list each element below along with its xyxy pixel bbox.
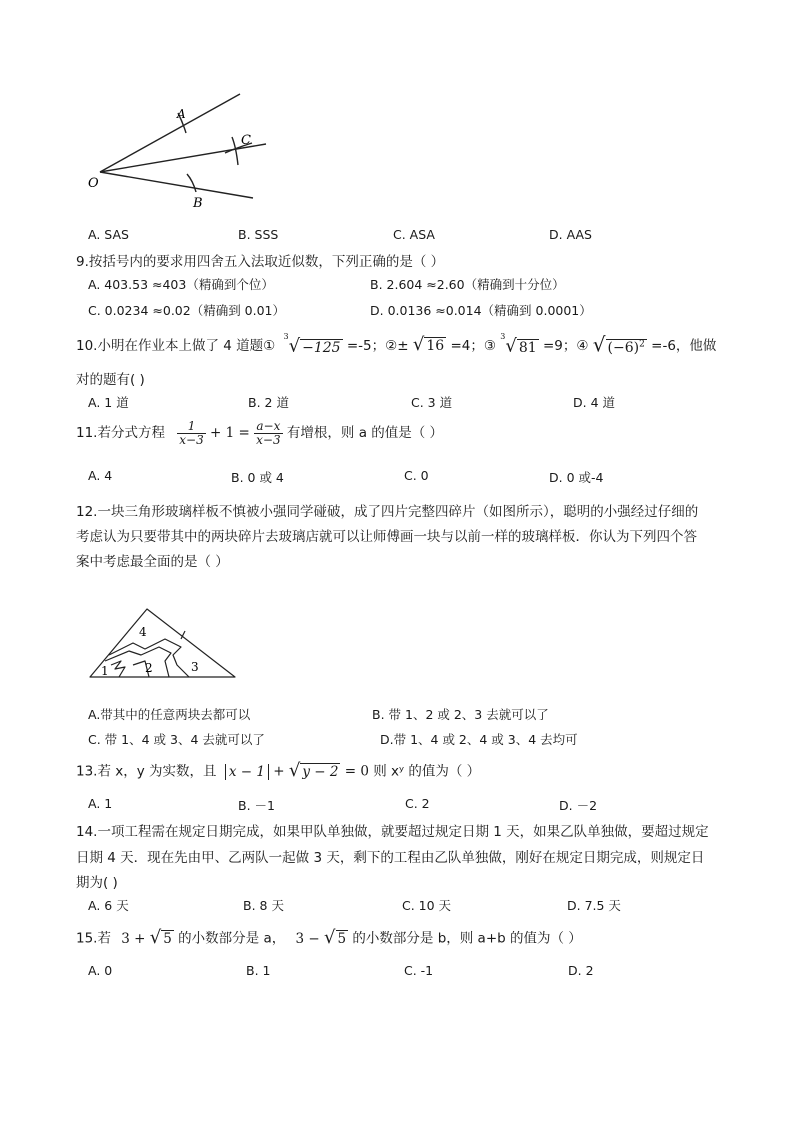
q10-result4: =-6，他做 <box>651 337 717 354</box>
q14-option-d[interactable]: D. 7.5 天 <box>567 898 621 913</box>
q13-option-d[interactable]: D. －2 <box>559 798 598 813</box>
figure-label-o: O <box>88 176 99 191</box>
q12-option-a[interactable]: A.带其中的任意两块去都可以 <box>88 707 251 722</box>
q10-expr1: $^3$√ −125 <box>283 332 341 357</box>
glass-piece-label-3: 3 <box>191 660 199 674</box>
q14-line2: 日期 4 天．现在先由甲、乙两队一起做 3 天，剩下的工程由乙队单独做，刚好在规定日期完成，则规定日 <box>76 850 705 866</box>
q11-option-d[interactable]: D. 0 或-4 <box>549 470 604 485</box>
q13-option-a[interactable]: A. 1 <box>88 796 113 811</box>
q10-expr2: √ 16 <box>412 334 445 356</box>
q13-abs-expr: x − 1 <box>225 764 269 780</box>
q10-line2: 对的题有( ) <box>76 372 145 388</box>
q15-expr2-base: 3 − <box>295 930 320 947</box>
q14-option-c[interactable]: C. 10 天 <box>402 898 452 913</box>
q10-result2: =4；③ <box>450 337 496 354</box>
q15-suffix: 的小数部分是 b，则 a+b 的值为（ ） <box>352 930 582 947</box>
q10-expr4: √ $(-6)^2$ <box>592 332 645 357</box>
figure-label-c: C <box>241 133 251 148</box>
q14-option-a[interactable]: A. 6 天 <box>88 898 129 913</box>
q10-option-b[interactable]: B. 2 道 <box>248 395 289 410</box>
q15-option-a[interactable]: A. 0 <box>88 963 113 978</box>
glass-piece-label-4: 4 <box>139 625 147 639</box>
q12-line1: 12.一块三角形玻璃样板不慎被小强同学碰破，成了四片完整四碎片（如图所示），聪明的小强经过仔细的 <box>76 504 699 520</box>
q10-option-c[interactable]: C. 3 道 <box>411 395 453 410</box>
q13-line <box>76 758 480 785</box>
q9-option-d[interactable]: D. 0.0136 ≈0.014（精确到 0.0001） <box>370 303 592 318</box>
q13-option-c[interactable]: C. 2 <box>405 796 430 811</box>
q11-middle: + 1 = <box>210 425 250 441</box>
q8-option-b[interactable]: B. SSS <box>238 227 279 242</box>
q11-line <box>76 416 443 450</box>
q9-stem: 9.按括号内的要求用四舍五入法取近似数，下列正确的是（ ） <box>76 254 445 270</box>
q10-expr3: $^3$√ 81 <box>500 332 537 357</box>
q14-line3: 期为( ) <box>76 875 118 891</box>
q12-option-d[interactable]: D.带 1、4 或 2、4 或 3、4 去均可 <box>380 732 578 747</box>
q13-equals: = 0 <box>344 763 369 780</box>
figure-label-b: B <box>193 196 203 211</box>
q15-line <box>76 925 582 952</box>
q10-result1: =-5；②± <box>346 337 409 354</box>
q12-line2: 考虑认为只要带其中的两块碎片去玻璃店就可以让师傅画一块与以前一样的玻璃样板．你认为下列四个答 <box>76 529 697 545</box>
q10-result3: =9；④ <box>542 337 589 354</box>
q13-sqrt-expr: √ y − 2 <box>288 760 339 781</box>
q10-option-d[interactable]: D. 4 道 <box>573 395 615 410</box>
q11-option-c[interactable]: C. 0 <box>404 468 429 483</box>
q15-prefix: 15.若 <box>76 930 111 947</box>
q11-fraction-left: $\frac{1}{x-3}$ <box>179 418 204 447</box>
q10-line1 <box>76 330 716 362</box>
q11-suffix: 有增根，则 a 的值是（ ） <box>286 425 444 441</box>
q14-line1: 14.一项工程需在规定日期完成，如果甲队单独做，就要超过规定日期 1 天，如果乙队单独做，要超过规定 <box>76 824 709 840</box>
q14-option-b[interactable]: B. 8 天 <box>243 898 284 913</box>
q13-option-b[interactable]: B. －1 <box>238 798 275 813</box>
q11-option-a[interactable]: A. 4 <box>88 468 113 483</box>
broken-glass-figure <box>85 603 245 683</box>
figure-label-a: A <box>177 107 186 121</box>
q15-expr1-base: 3 + <box>121 930 146 947</box>
q11-option-b[interactable]: B. 0 或 4 <box>231 470 284 485</box>
q11-prefix: 11.若分式方程 <box>76 425 165 441</box>
angle-bisector-figure <box>80 85 280 215</box>
q8-option-d[interactable]: D. AAS <box>549 227 592 242</box>
q15-expr1-sqrt: √ 5 <box>149 927 172 948</box>
q15-middle: 的小数部分是 a， <box>178 930 286 947</box>
q15-expr2-sqrt: √ 5 <box>324 927 347 948</box>
q11-fraction-right: $\frac{a-x}{x-3}$ <box>256 418 281 447</box>
q9-option-a[interactable]: A. 403.53 ≈403（精确到个位） <box>88 277 274 292</box>
q15-option-b[interactable]: B. 1 <box>246 963 271 978</box>
q8-option-a[interactable]: A. SAS <box>88 227 129 242</box>
q15-option-d[interactable]: D. 2 <box>568 963 594 978</box>
q12-option-b[interactable]: B. 带 1、2 或 2、3 去就可以了 <box>372 707 549 722</box>
glass-piece-label-1: 1 <box>101 664 109 678</box>
q13-suffix: 则 xʸ 的值为（ ） <box>373 763 481 780</box>
q10-option-a[interactable]: A. 1 道 <box>88 395 129 410</box>
q8-option-c[interactable]: C. ASA <box>393 227 435 242</box>
q9-option-c[interactable]: C. 0.0234 ≈0.02（精确到 0.01） <box>88 303 285 318</box>
q12-line3: 案中考虑最全面的是（ ） <box>76 554 229 570</box>
q12-option-c[interactable]: C. 带 1、4 或 3、4 去就可以了 <box>88 732 265 747</box>
glass-piece-label-2: 2 <box>145 661 153 675</box>
q13-plus: + <box>273 763 285 780</box>
q9-option-b[interactable]: B. 2.604 ≈2.60（精确到十分位） <box>370 277 565 292</box>
q15-option-c[interactable]: C. -1 <box>404 963 434 978</box>
q10-prefix: 10.小明在作业本上做了 4 道题① <box>76 337 276 354</box>
q13-prefix: 13.若 x，y 为实数，且 <box>76 763 217 780</box>
